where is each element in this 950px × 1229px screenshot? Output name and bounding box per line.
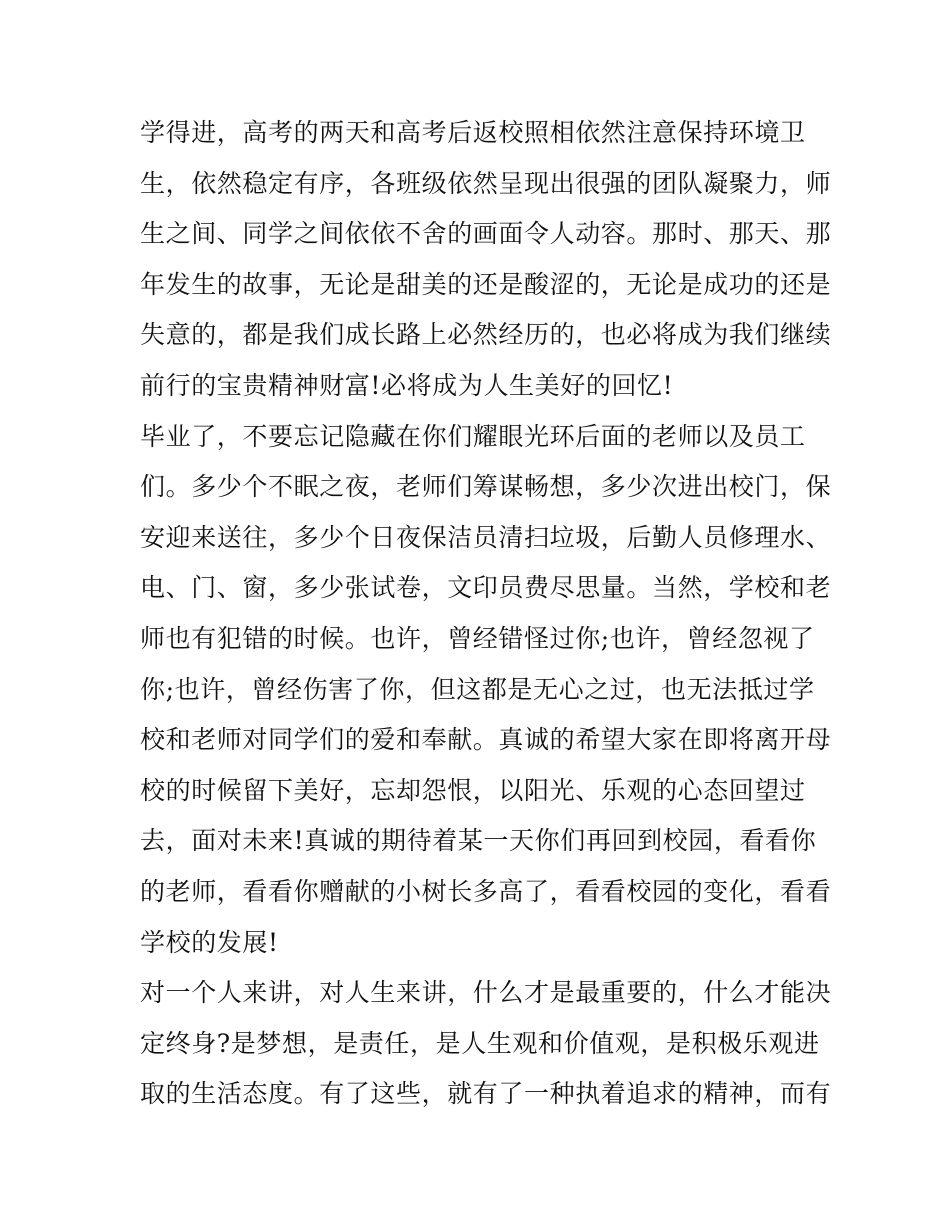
text-line: 师也有犯错的时候。也许，曾经错怪过你;也许，曾经忽视了 [140,623,815,653]
text-line: 生之间、同学之间依依不舍的画面令人动容。那时、那天、那 [140,219,832,249]
text-line: 校的时候留下美好，忘却怨恨，以阳光、乐观的心态回望过 [140,775,806,805]
text-line: 取的生活态度。有了这些，就有了一种执着追求的精神，而有 [140,1079,832,1109]
text-line: 失意的，都是我们成长路上必然经历的，也必将成为我们继续 [140,320,832,350]
text-line: 你;也许，曾经伤害了你，但这都是无心之过，也无法抵过学 [140,674,815,704]
text-line: 电、门、窗，多少张试卷，文印员费尽思量。当然，学校和老 [140,573,832,603]
text-line: 安迎来送往，多少个日夜保洁员清扫垃圾，后勤人员修理水、 [140,522,832,552]
text-line: 学得进，高考的两天和高考后返校照相依然注意保持环境卫 [140,118,806,147]
text-line: 去，面对未来!真诚的期待着某一天你们再回到校园，看看你 [140,826,817,856]
text-line: 的老师，看看你赠献的小树长多高了，看看校园的变化，看看 [140,876,832,906]
text-line: 年发生的故事，无论是甜美的还是酸涩的，无论是成功的还是 [140,269,832,299]
body-text [140,108,832,1120]
text-line: 定终身?是梦想，是责任，是人生观和价值观，是积极乐观进 [140,1028,820,1058]
text-line: 前行的宝贵精神财富!必将成为人生美好的回忆! [140,370,674,400]
text-line: 对一个人来讲，对人生来讲，什么才是最重要的，什么才能决 [140,978,832,1008]
text-line: 们。多少个不眠之夜，老师们筹谋畅想，多少次进出校门，保 [140,472,832,502]
text-line: 毕业了，不要忘记隐藏在你们耀眼光环后面的老师以及员工 [140,421,806,451]
text-line: 生，依然稳定有序，各班级依然呈现出很强的团队凝聚力，师 [140,168,832,198]
text-line: 校和老师对同学们的爱和奉献。真诚的希望大家在即将离开母 [140,725,832,755]
text-line: 学校的发展! [140,927,279,957]
